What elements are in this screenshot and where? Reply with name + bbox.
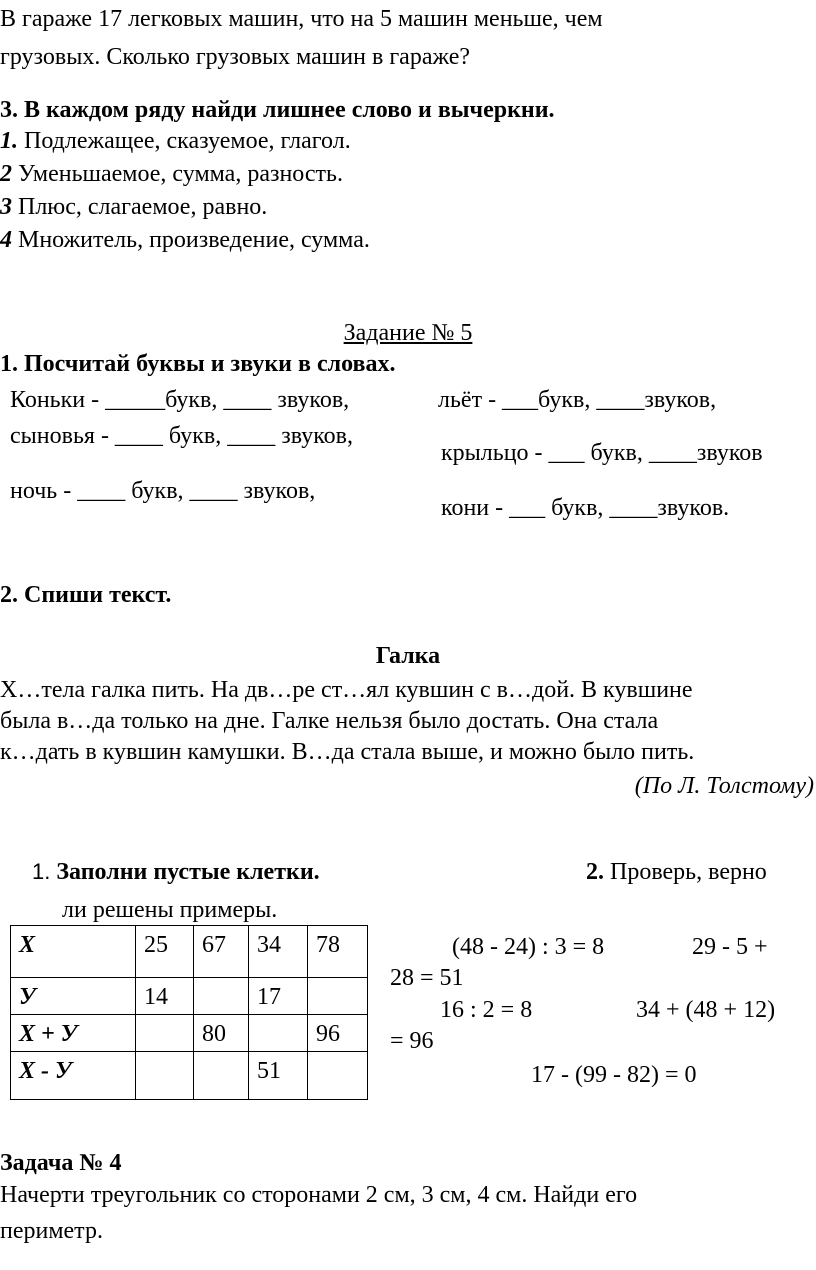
check-number: 2. xyxy=(586,859,604,885)
table-cell: Х + У xyxy=(11,1015,136,1052)
intro-line-1: В гараже 17 легковых машин, что на 5 машин меньше, чем xyxy=(0,6,603,32)
item-text: Подлежащее, сказуемое, глагол. xyxy=(18,128,351,154)
text-line: к…дать в кувшин камушки. В…да стала выше, и можно было пить. xyxy=(0,739,695,765)
table-cell xyxy=(194,1052,249,1100)
text-line: Х…тела галка пить. На дв…ре ст…ял кувшин с в…дой. В кувшине xyxy=(0,677,693,703)
table-cell: 14 xyxy=(136,978,194,1015)
task3-item xyxy=(0,192,267,222)
table-cell: 17 xyxy=(249,978,308,1015)
task3-item xyxy=(0,225,370,255)
table-cell xyxy=(308,978,368,1015)
word-exercise: ночь - ____ букв, ____ звуков, xyxy=(10,478,316,504)
table-cell: 34 xyxy=(249,926,308,978)
table-cell xyxy=(249,1015,308,1052)
word-exercise: сыновья - ____ букв, ____ звуков, xyxy=(10,423,353,449)
table-cell: 96 xyxy=(308,1015,368,1052)
item-number: 2 xyxy=(0,161,12,187)
example: (48 - 24) : 3 = 8 xyxy=(452,934,605,960)
zadacha4-line-2: периметр. xyxy=(0,1218,103,1244)
table-cell: Х xyxy=(11,926,136,978)
table-row xyxy=(11,978,368,1015)
text-line: была в…да только на дне. Галке нельзя было достать. Она стала xyxy=(0,708,659,734)
example: = 96 xyxy=(390,1028,434,1054)
item-number: 4 xyxy=(0,227,12,253)
word-exercise: Коньки - _____букв, ____ звуков, xyxy=(10,387,350,413)
item-number: 3 xyxy=(0,194,12,220)
zadacha4-heading: Задача № 4 xyxy=(0,1150,122,1176)
check-heading xyxy=(586,857,767,887)
table-cell xyxy=(136,1015,194,1052)
table-row xyxy=(11,926,368,978)
table-cell: Х - У xyxy=(11,1052,136,1100)
example: 16 : 2 = 8 xyxy=(440,997,533,1023)
task3-heading: 3. В каждом ряду найди лишнее слово и вычеркни. xyxy=(0,97,555,123)
table-cell xyxy=(136,1052,194,1100)
attribution: (По Л. Толстому) xyxy=(634,773,814,799)
task2-heading: 2. Спиши текст. xyxy=(0,582,172,608)
task3-item xyxy=(0,126,351,156)
table-cell: 80 xyxy=(194,1015,249,1052)
zadacha4-line-1: Начерти треугольник со сторонами 2 см, 3 см, 4 см. Найди его xyxy=(0,1182,638,1208)
item-text: Множитель, произведение, сумма. xyxy=(12,227,370,253)
task1-heading: 1. Посчитай буквы и звуки в словах. xyxy=(0,351,396,377)
word-exercise: крыльцо - ___ букв, ____звуков xyxy=(441,440,763,466)
task-number: 1. xyxy=(32,859,51,884)
item-text: Уменьшаемое, сумма, разность. xyxy=(12,161,343,187)
table-cell xyxy=(308,1052,368,1100)
check-text: Проверь, верно xyxy=(604,859,767,885)
intro-line-2: грузовых. Сколько грузовых машин в гараже? xyxy=(0,44,471,70)
text-title: Галка xyxy=(375,643,441,669)
example: 28 = 51 xyxy=(390,965,464,991)
table-row xyxy=(11,1015,368,1052)
table-row xyxy=(11,1052,368,1100)
fill-table xyxy=(10,925,368,1100)
zadanie5-title: Задание № 5 xyxy=(343,320,473,346)
item-text: Плюс, слагаемое, равно. xyxy=(12,194,268,220)
word-exercise: кони - ___ букв, ____звуков. xyxy=(441,495,730,521)
example: 34 + (48 + 12) xyxy=(636,997,776,1023)
table-cell xyxy=(194,978,249,1015)
table-cell: 51 xyxy=(249,1052,308,1100)
check-text-2: ли решены примеры. xyxy=(62,897,278,923)
task3-item xyxy=(0,159,343,189)
item-number: 1. xyxy=(0,128,18,154)
word-exercise: льёт - ___букв, ____звуков, xyxy=(438,387,717,413)
table-task-heading xyxy=(32,857,320,887)
table-cell: 67 xyxy=(194,926,249,978)
task-text: Заполни пустые клетки. xyxy=(56,859,320,885)
example: 17 - (99 - 82) = 0 xyxy=(531,1062,697,1088)
example: 29 - 5 + xyxy=(692,934,768,960)
table-cell: У xyxy=(11,978,136,1015)
table-cell: 78 xyxy=(308,926,368,978)
table-cell: 25 xyxy=(136,926,194,978)
